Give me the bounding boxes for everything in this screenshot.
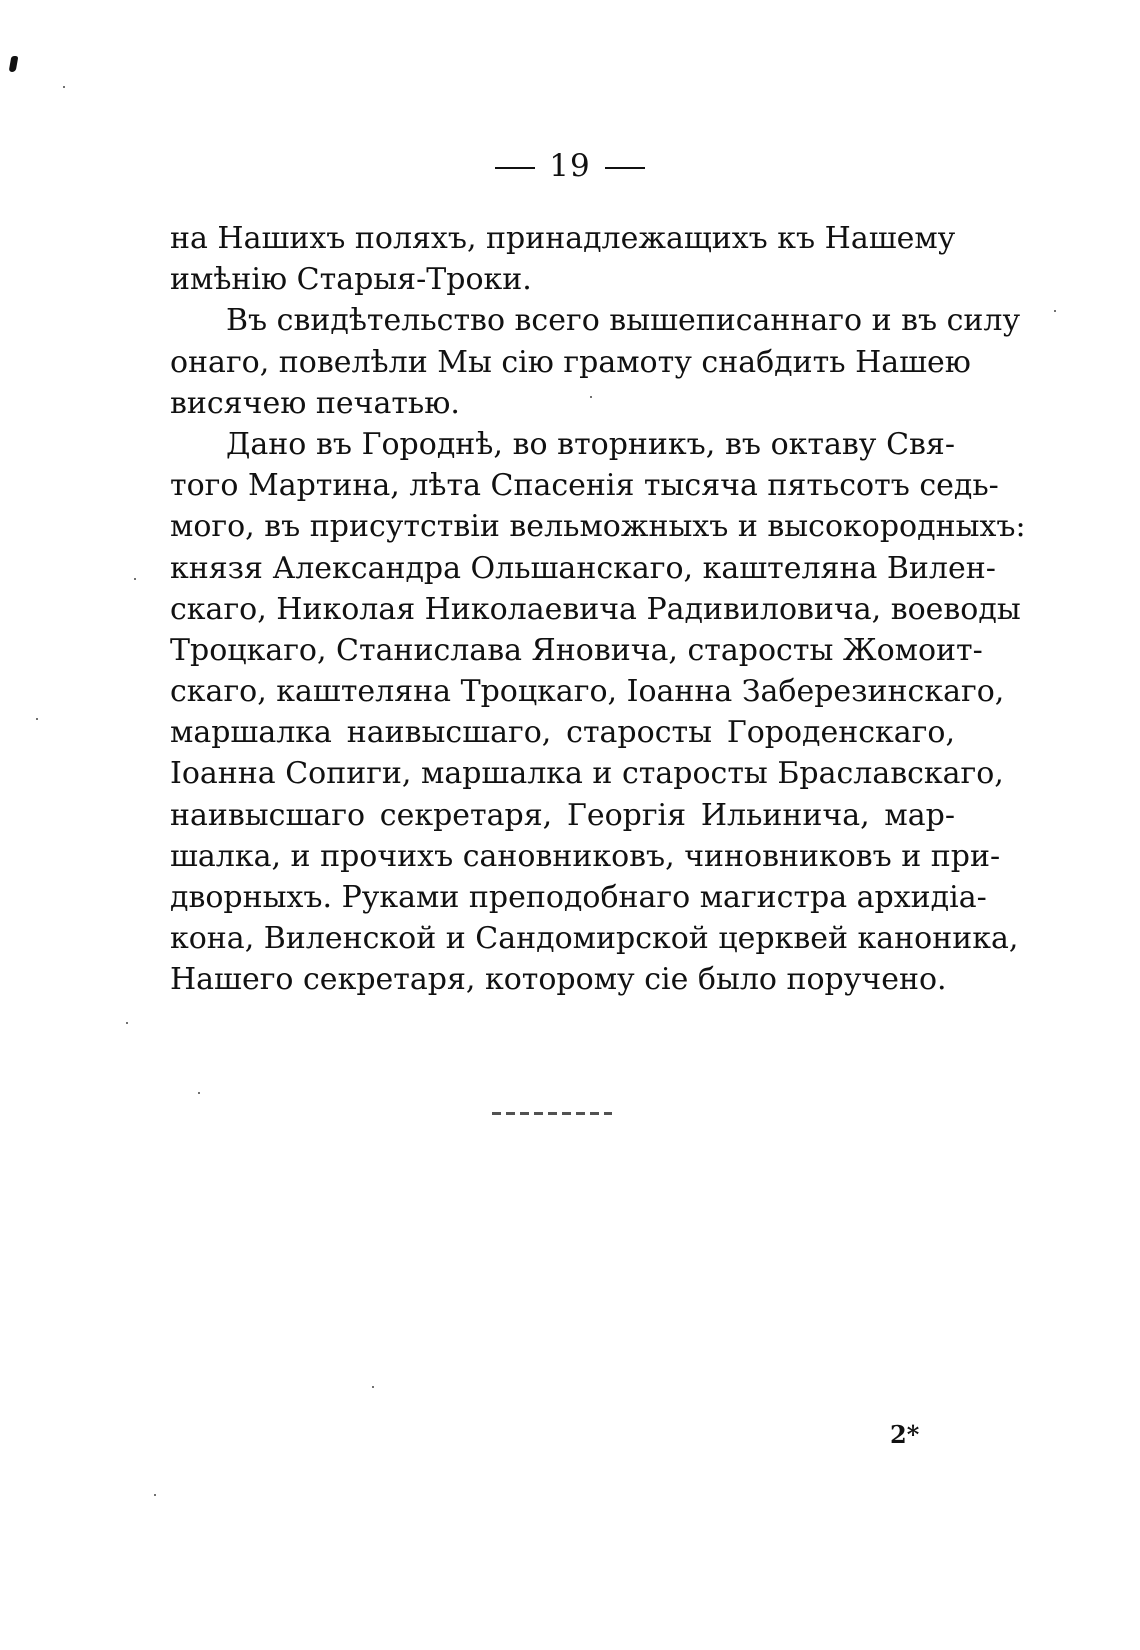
text-line: висячею печатью.: [170, 385, 460, 421]
text-line: Нашего секретаря, которому сіе было поручено.: [170, 962, 947, 998]
text-line: на Нашихъ поляхъ, принадлежащихъ къ Нашему: [170, 221, 956, 256]
header-dash-right: [605, 167, 645, 169]
scan-mark: [9, 56, 19, 72]
scan-speck: [63, 86, 65, 88]
text-line: шалка, и прочихъ сановниковъ, чиновниковъ и при-: [170, 838, 1001, 874]
page-header: [0, 146, 1140, 186]
text-line: маршалка наивысшаго, старосты Городенскаго,: [170, 715, 955, 751]
scan-speck: [134, 578, 136, 580]
body-text: [170, 218, 1026, 1001]
text-line: дворныхъ. Руками преподобнаго магистра архидіа-: [170, 880, 987, 915]
text-line: скаго, Николая Николаевича Радивиловича, воеводы: [170, 591, 1021, 627]
scan-speck: [590, 396, 592, 398]
page-number: 19: [549, 148, 591, 184]
text-line: скаго, каштеляна Троцкаго, Іоанна Заберезинскаго,: [170, 674, 1005, 710]
text-line: наивысшаго секретаря, Георгія Ильинича, мар-: [170, 797, 955, 833]
text-line: Въ свидѣтельство всего вышеписаннаго и въ силу: [226, 303, 1021, 339]
signature-mark: 2*: [890, 1420, 920, 1449]
scan-speck: [1054, 310, 1056, 312]
text-line: Іоанна Сопиги, маршалка и старосты Браславскаго,: [170, 756, 1004, 792]
text-line: кона, Виленской и Сандомирской церквей каноника,: [170, 921, 1019, 957]
text-line: Дано въ Городнѣ, во вторникъ, въ октаву Свя-: [226, 426, 955, 462]
scan-speck: [36, 718, 38, 720]
scan-speck: [154, 1494, 156, 1496]
paragraph-1: [170, 218, 955, 300]
scan-speck: [126, 1022, 128, 1024]
section-separator: [492, 1112, 612, 1115]
text-line: князя Александра Ольшанскаго, каштеляна Вилен-: [170, 550, 996, 586]
text-line: мого, въ присутствіи вельможныхъ и высокородныхъ:: [170, 509, 1026, 545]
text-line: онаго, повелѣли Мы сію грамоту снабдить Нашею: [170, 344, 971, 380]
text-line: имѣнію Старыя-Троки.: [170, 262, 532, 298]
scan-speck: [198, 1092, 200, 1094]
text-line: Троцкаго, Станислава Яновича, старосты Жомоит-: [170, 632, 983, 668]
scan-speck: [372, 1386, 374, 1388]
paragraph-3: [170, 424, 1026, 1001]
header-dash-left: [495, 167, 535, 169]
paragraph-2: [170, 300, 1021, 424]
text-line: того Мартина, лѣта Спасенія тысяча пятьсотъ седь-: [170, 468, 999, 504]
